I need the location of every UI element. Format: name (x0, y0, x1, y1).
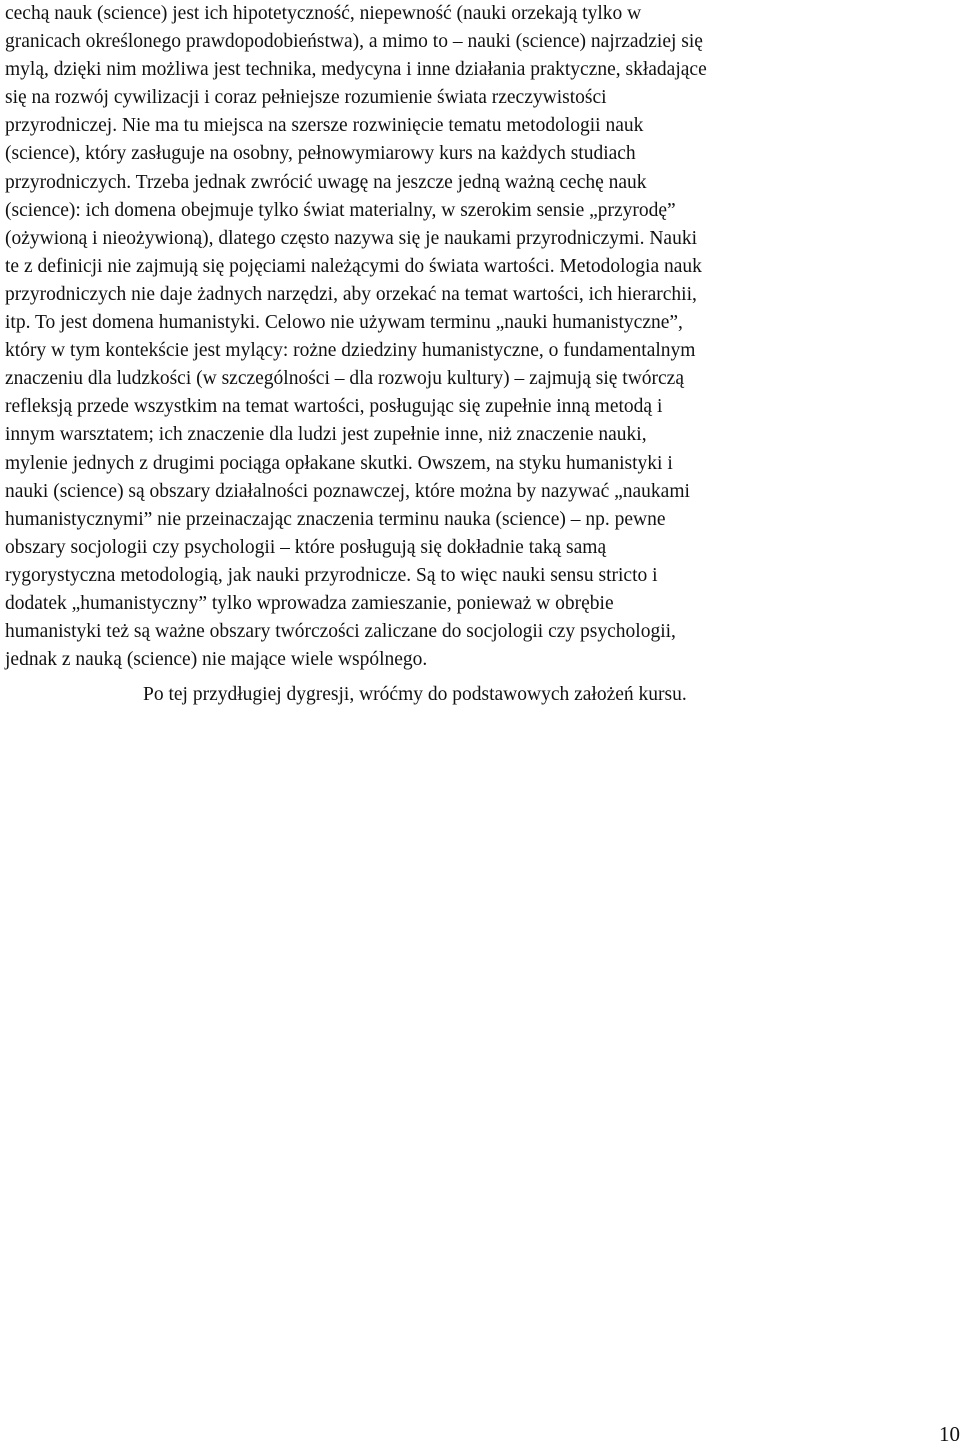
page-number: 10 (939, 1422, 960, 1446)
text-line: się na rozwój cywilizacji i coraz pełniejsze rozumienie świata rzeczywistości (5, 87, 607, 109)
text-line: (science), który zasługuje na osobny, pełnowymiarowy kurs na każdych studiach (5, 143, 636, 165)
text-line: przyrodniczych. Trzeba jednak zwrócić uwagę na jeszcze jedną ważną cechę nauk (5, 171, 647, 193)
text-line: cechą nauk (science) jest ich hipotetyczność, niepewność (nauki orzekają tylko w (5, 3, 642, 24)
text-line: humanistyki też są ważne obszary twórczości zaliczane do socjologii czy psychologii, (5, 621, 676, 643)
text-line: mylą, dzięki nim możliwa jest technika, medycyna i inne działania praktyczne, składające (5, 59, 707, 81)
paragraph (5, 0, 855, 674)
text-line: obszary socjologii czy psychologii – które posługują się dokładnie taką samą (5, 536, 607, 558)
text-line: nauki (science) są obszary działalności poznawczej, które można by nazywać „naukami (5, 480, 690, 502)
text-line: humanistycznymi” nie przeinaczając znaczenia terminu nauka (science) – np. pewne (5, 508, 666, 530)
text-line: (ożywioną i nieożywioną), dlatego często nazywa się je naukami przyrodniczymi. Nauki (5, 227, 698, 249)
text-line: jednak z nauką (science) nie mające wiele wspólnego. (5, 649, 428, 671)
text-line: przyrodniczych nie daje żadnych narzędzi, aby orzekać na temat wartości, ich hierarchii, (5, 283, 697, 305)
closing-paragraph (5, 681, 855, 709)
text-line: refleksją przede wszystkim na temat wartości, posługując się zupełnie inną metodą i (5, 396, 663, 418)
text-line: Po tej przydługiej dygresji, wróćmy do podstawowych założeń kursu. (143, 684, 687, 706)
text-line: przyrodniczej. Nie ma tu miejsca na szersze rozwinięcie tematu metodologii nauk (5, 115, 644, 137)
text-line: mylenie jednych z drugimi pociąga opłakane skutki. Owszem, na styku humanistyki i (5, 452, 673, 474)
text-line: innym warsztatem; ich znaczenie dla ludzi jest zupełnie inne, niż znaczenie nauki, (5, 424, 647, 446)
text-line: dodatek „humanistyczny” tylko wprowadza zamieszanie, ponieważ w obrębie (5, 592, 614, 614)
text-line: znaczeniu dla ludzkości (w szczególności – dla rozwoju kultury) – zajmują się twórczą (5, 368, 684, 390)
text-line: te z definicji nie zajmują się pojęciami należącymi do świata wartości. Metodologia nauk (5, 255, 702, 277)
text-line: (science): ich domena obejmuje tylko świat materialny, w szerokim sensie „przyrodę” (5, 199, 676, 221)
text-line: granicach określonego prawdopodobieństwa), a mimo to – nauki (science) najrzadziej się (5, 31, 703, 53)
text-line: itp. To jest domena humanistyki. Celowo nie używam terminu „nauki humanistyczne”, (5, 312, 683, 334)
body-text (5, 0, 855, 709)
text-line: który w tym kontekście jest mylący: rożne dziedziny humanistyczne, o fundamentalnym (5, 340, 696, 362)
text-line: rygorystyczna metodologią, jak nauki przyrodnicze. Są to więc nauki sensu stricto i (5, 564, 658, 586)
